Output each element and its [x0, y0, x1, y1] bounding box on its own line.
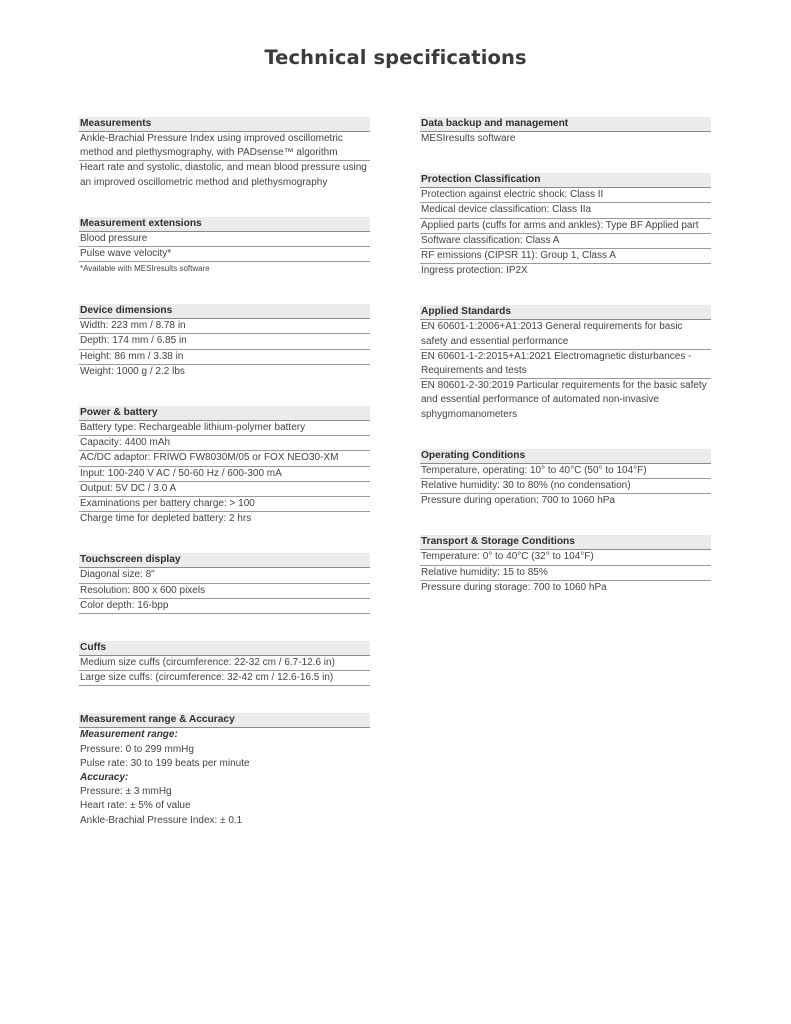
section-heading: Measurement extensions: [79, 217, 370, 232]
section-heading: Applied Standards: [420, 305, 711, 320]
spec-row: Capacity: 4400 mAh: [79, 436, 370, 451]
spec-row: Pressure during operation: 700 to 1060 hPa: [421, 495, 616, 507]
spec-row: Applied parts (cuffs for arms and ankles): Type BF Applied part: [420, 219, 711, 234]
section-backup: [420, 117, 711, 146]
section-heading: Transport & Storage Conditions: [420, 535, 711, 550]
spec-row: Output: 5V DC / 3.0 A: [79, 482, 370, 497]
spec-row: Battery type: Rechargeable lithium-polymer battery: [79, 421, 370, 436]
spec-row: Color depth: 16-bpp: [79, 599, 370, 614]
section-heading: Measurement range & Accuracy: [79, 713, 370, 728]
spec-row: Resolution: 800 x 600 pixels: [79, 584, 370, 599]
spec-row: Examinations per battery charge: > 100: [79, 497, 370, 512]
spec-row: Medical device classification: Class IIa: [420, 203, 711, 218]
section-heading: Touchscreen display: [79, 553, 370, 568]
section-heading: Device dimensions: [79, 304, 370, 319]
spec-row: EN 60601-1:2006+A1:2013 General requirements for basic safety and essential performance: [420, 320, 711, 349]
section-operating: [420, 449, 711, 509]
section-transport: [420, 535, 711, 595]
spec-row: RF emissions (CIPSR 11): Group 1, Class A: [420, 249, 711, 264]
section-range: [79, 713, 370, 827]
section-cuffs: [79, 641, 370, 686]
subheading: Accuracy:: [80, 772, 129, 784]
spec-row: Relative humidity: 15 to 85%: [420, 566, 711, 581]
spec-row: Blood pressure: [79, 232, 370, 247]
spec-row: EN 80601-2-30:2019 Particular requirements for the basic safety and essential performance of automated non-invasive sphygmomanometers: [421, 380, 707, 420]
left-column: [79, 117, 370, 828]
spec-row: Ankle-Brachial Pressure Index: ± 0.1: [80, 814, 243, 826]
right-column: [420, 117, 711, 595]
spec-row: Relative humidity: 30 to 80% (no condensation): [420, 479, 711, 494]
spec-row: Width: 223 mm / 8.78 in: [79, 319, 370, 334]
spec-row: EN 60601-1-2:2015+A1:2021 Electromagnetic disturbances - Requirements and tests: [420, 350, 711, 379]
spec-row: MESIresults software: [421, 133, 516, 144]
section-power: [79, 406, 370, 526]
spec-row: Pressure: 0 to 299 mmHg: [80, 743, 194, 755]
subheading: Measurement range:: [80, 729, 178, 741]
spec-row: Pulse wave velocity*: [79, 247, 370, 262]
section-heading: Protection Classification: [420, 173, 711, 188]
spec-row: Pulse rate: 30 to 199 beats per minute: [80, 757, 250, 769]
spec-row: Ankle-Brachial Pressure Index using improved oscillometric method and plethysmography, with PADsense™ algorithm: [79, 132, 370, 161]
section-display: [79, 553, 370, 614]
spec-row: Diagonal size: 8": [79, 568, 370, 583]
spec-row: Height: 86 mm / 3.38 in: [79, 350, 370, 365]
spec-row: Heart rate and systolic, diastolic, and mean blood pressure using an improved oscillometric method and plethysmography: [80, 162, 367, 188]
section-heading: Operating Conditions: [420, 449, 711, 464]
spec-row: Weight: 1000 g / 2.2 lbs: [80, 365, 185, 377]
spec-row: Large size cuffs: (circumference: 32-42 cm / 12.6-16.5 in): [79, 671, 370, 686]
section-dimensions: [79, 304, 370, 379]
spec-row: Temperature, operating: 10° to 40°C (50° to 104°F): [420, 464, 711, 479]
section-heading: Data backup and management: [420, 117, 711, 132]
section-heading: Cuffs: [79, 641, 370, 656]
spec-row: Medium size cuffs (circumference: 22-32 cm / 6.7-12.6 in): [79, 656, 370, 671]
page-title: Technical specifications: [264, 46, 527, 69]
spec-row: Heart rate: ± 5% of value: [80, 800, 191, 812]
footnote: *Available with MESIresults software: [80, 264, 210, 274]
section-measurements: [79, 117, 370, 190]
spec-row: Temperature: 0° to 40°C (32° to 104°F): [420, 550, 711, 565]
section-heading: Measurements: [79, 117, 370, 132]
section-protection: [420, 173, 711, 278]
spec-row: Pressure: ± 3 mmHg: [80, 786, 172, 798]
spec-row: Pressure during storage: 700 to 1060 hPa: [421, 581, 607, 593]
section-extensions: [79, 217, 370, 275]
spec-row: Input: 100-240 V AC / 50-60 Hz / 600-300 mA: [79, 467, 370, 482]
spec-row: Depth: 174 mm / 6.85 in: [79, 334, 370, 349]
spec-row: Charge time for depleted battery: 2 hrs: [80, 513, 252, 525]
spec-row: AC/DC adaptor: FRIWO FW8030M/05 or FOX NEO30-XM: [79, 451, 370, 466]
spec-row: Protection against electric shock: Class II: [420, 188, 711, 203]
spec-row: Ingress protection: IP2X: [421, 265, 528, 277]
section-standards: [420, 305, 711, 421]
spec-row: Software classification: Class A: [420, 234, 711, 249]
section-heading: Power & battery: [79, 406, 370, 421]
